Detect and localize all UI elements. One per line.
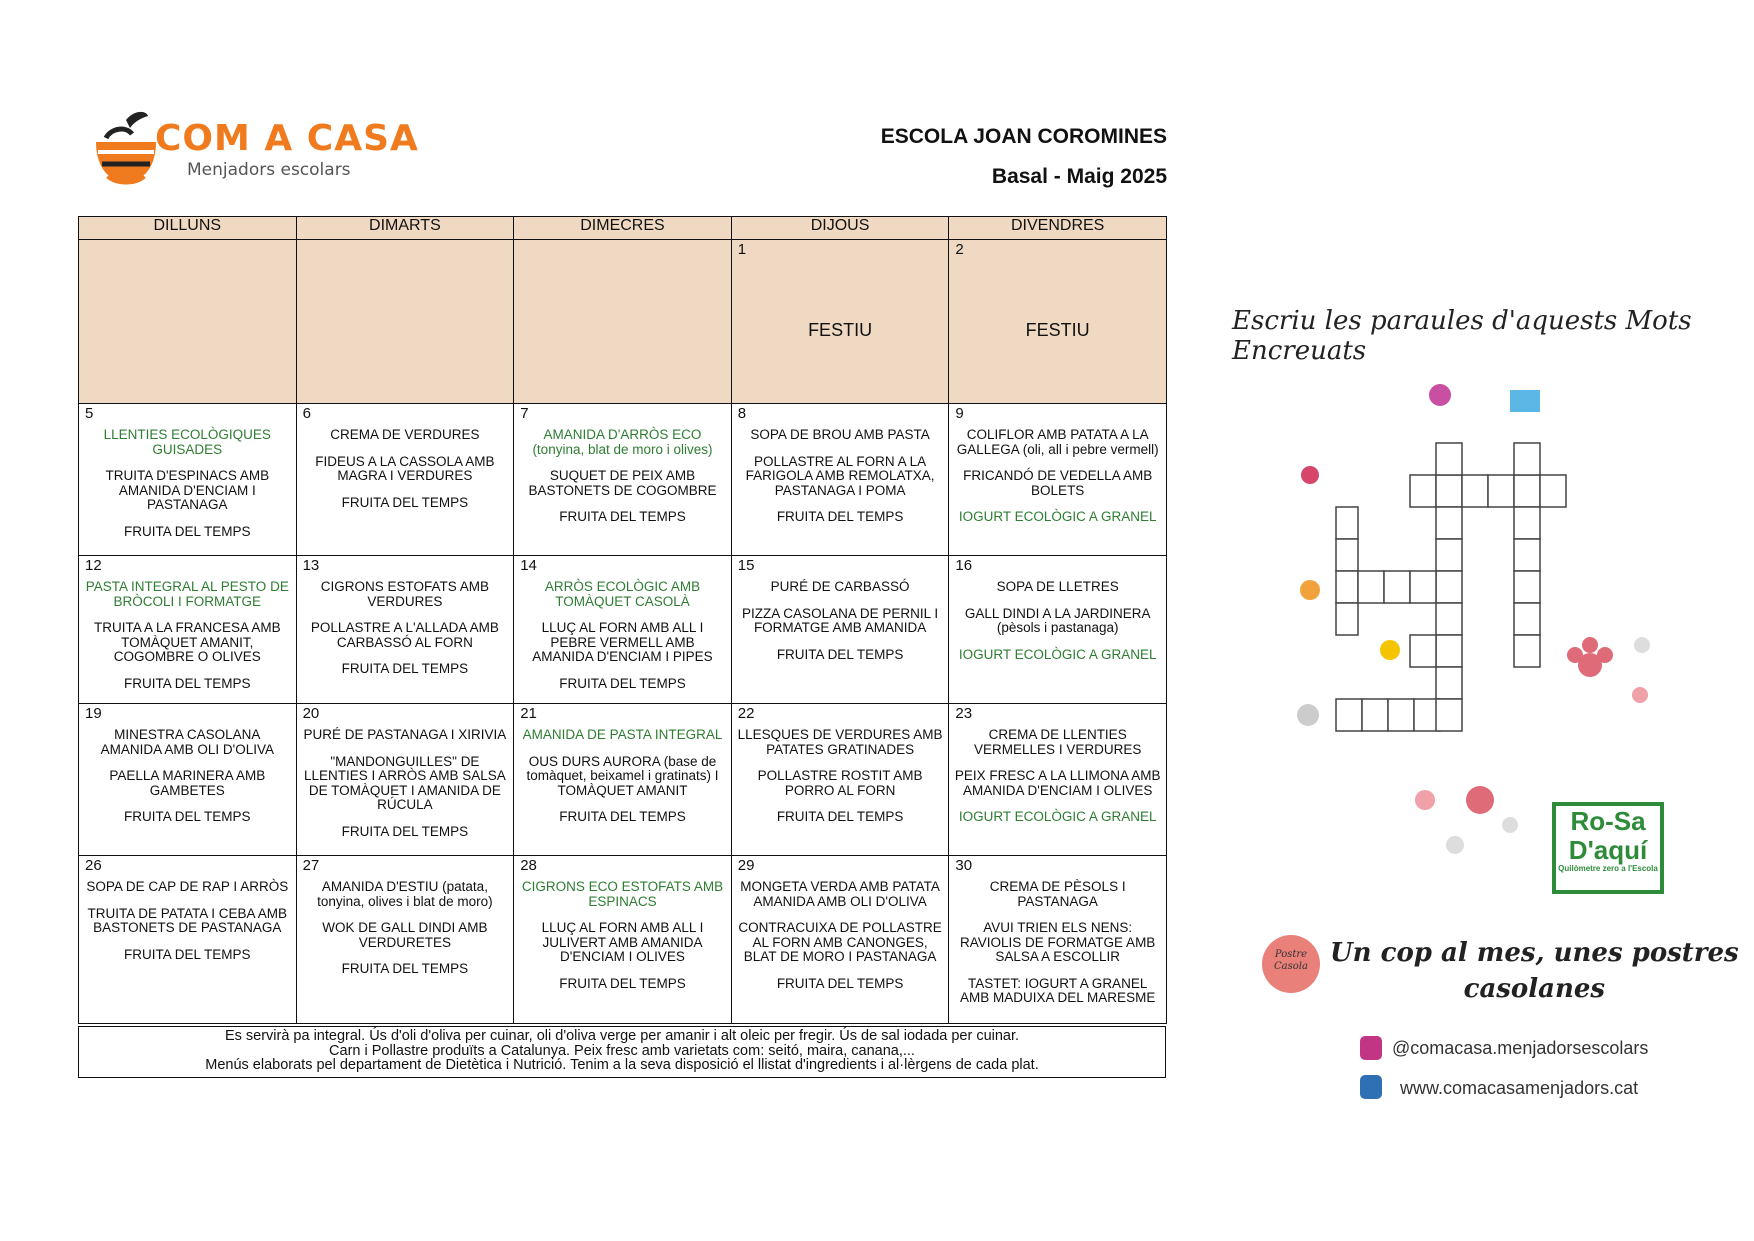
- dish: PURÉ DE PASTANAGA I XIRIVIA: [303, 727, 507, 742]
- dish: TRUITA D'ESPINACS AMB AMANIDA D'ENCIAM I PASTANAGA: [105, 468, 270, 512]
- dish: COLIFLOR AMB PATATA A LA GALLEGA (oli, all i pebre vermell): [956, 427, 1159, 457]
- dish: LLESQUES DE VERDURES AMB PATATES GRATINADES: [737, 727, 943, 757]
- flowers-icon: [1400, 765, 1530, 865]
- dish: "MANDONGUILLES" DE LLENTIES I ARRÒS AMB SALSA DE TOMÀQUET I AMANIDA DE RÚCULA: [303, 753, 506, 812]
- menu-calendar: [78, 216, 1167, 1024]
- dish: FRUITA DEL TEMPS: [341, 823, 469, 839]
- week-row: [79, 556, 1167, 704]
- menu-title: Basal - Maig 2025: [991, 165, 1167, 188]
- day-cell: [296, 556, 514, 704]
- dish: PEIX FRESC A LA LLIMONA AMB AMANIDA D'ENCIAM I OLIVES: [954, 768, 1161, 798]
- day-cell: [514, 856, 732, 1024]
- instagram-handle[interactable]: @comacasa.menjadorsescolars: [1392, 1038, 1649, 1058]
- day-header: DIJOUS: [731, 217, 949, 240]
- eco-dish: CIGRONS ECO ESTOFATS AMB ESPINACS: [521, 879, 724, 909]
- dish: TRUITA DE PATATA I CEBA AMB BASTONETS DE PASTANAGA: [87, 905, 288, 935]
- day-number: 28: [520, 857, 537, 874]
- dish: FRUITA DEL TEMPS: [124, 675, 251, 691]
- day-number: 21: [520, 705, 537, 722]
- dish: AMANIDA D'ESTIU (patata, tonyina, olives i blat de moro): [317, 879, 493, 909]
- dish: PURÉ DE CARBASSÓ: [770, 579, 910, 594]
- flowers-icon: [1560, 625, 1670, 715]
- eco-dish: LLENTIES ECOLÒGIQUES GUISADES: [103, 427, 271, 457]
- dish: LLUÇ AL FORN AMB ALL I PEBRE VERMELL AMB AMANIDA D'ENCIAM I PIPES: [532, 620, 713, 664]
- dish: FRUITA DEL TEMPS: [776, 509, 904, 524]
- day-cell: [731, 404, 949, 556]
- dish: POLLASTRE ROSTIT AMB PORRO AL FORN: [757, 768, 923, 798]
- dish: FRUITA DEL TEMPS: [559, 975, 686, 991]
- day-number: 2: [955, 241, 964, 258]
- day-cell: [949, 704, 1167, 856]
- dish: SOPA DE CAP DE RAP I ARRÒS: [86, 879, 289, 894]
- day-number: 19: [85, 705, 102, 722]
- dish: MONGETA VERDA AMB PATATA AMANIDA AMB OLI D'OLIVA: [740, 879, 940, 909]
- day-cell: [514, 556, 732, 704]
- day-number: 14: [520, 557, 537, 574]
- dish: TASTET: IOGURT A GRANEL AMB MADUIXA DEL MARESME: [960, 975, 1156, 1005]
- dish: CONTRACUIXA DE POLLASTRE AL FORN AMB CANONGES, BLAT DE MORO I PASTANAGA: [738, 920, 942, 964]
- day-cell: [296, 856, 514, 1024]
- day-header: DIMARTS: [296, 217, 514, 240]
- dish: CREMA DE PÈSOLS I PASTANAGA: [989, 879, 1126, 909]
- day-cell: [296, 704, 514, 856]
- day-number: 20: [302, 705, 320, 722]
- dish: FRUITA DEL TEMPS: [124, 523, 251, 539]
- day-number: 8: [737, 405, 747, 422]
- dish: FRUITA DEL TEMPS: [776, 809, 904, 824]
- slogan: Un cop al mes, unes postres casolanes: [1330, 938, 1739, 1004]
- note-line: Es servirà pa integral. Ús d'oli d'oliva per cuinar, oli d'oliva verge per amanir i alt oleic per fregir. Ús de sal iodada per cuinar.: [224, 1028, 1020, 1044]
- day-cell: [79, 556, 297, 704]
- day-cell: [731, 240, 949, 404]
- dish: FRUITA DEL TEMPS: [559, 509, 686, 524]
- note-line: Menús elaborats pel departament de Dietètica i Nutrició. Tenim a la seva disposició el llistat d'ingredients i al·lèrgens de cada plat.: [205, 1057, 1039, 1073]
- dish: WOK DE GALL DINDI AMB VERDURETES: [322, 920, 488, 950]
- dish: PAELLA MARINERA AMB GAMBETES: [109, 768, 266, 798]
- day-cell: [79, 404, 297, 556]
- dish: GALL DINDI A LA JARDINERA (pèsols i pastanaga): [964, 605, 1151, 635]
- eco-dish: IOGURT ECOLÒGIC A GRANEL: [958, 509, 1157, 524]
- day-cell: [79, 240, 297, 404]
- note-line: Carn i Pollastre produïts a Catalunya. Peix fresc amb varietats com: seitó, maira, canana,...: [329, 1042, 915, 1059]
- day-header: DIMECRES: [514, 217, 732, 240]
- eco-dish: ARRÒS ECOLÒGIC AMB TOMÀQUET CASOLÀ: [544, 579, 701, 609]
- website-link[interactable]: www.comacasamenjadors.cat: [1400, 1078, 1639, 1098]
- dish: POLLASTRE AL FORN A LA FARIGOLA AMB REMOLATXA, PASTANAGA I POMA: [745, 453, 935, 498]
- dish: POLLASTRE A L'ALLADA AMB CARBASSÓ AL FORN: [310, 620, 499, 650]
- eco-dish: PASTA INTEGRAL AL PESTO DE BRÒCOLI I FORMATGE: [85, 579, 289, 609]
- dish: CREMA DE LLENTIES VERMELLES I VERDURES: [974, 727, 1142, 757]
- dish: FRUITA DEL TEMPS: [776, 975, 904, 991]
- day-cell: [949, 240, 1167, 404]
- holiday-label: FESTIU: [1025, 320, 1090, 340]
- brand-subtitle: Menjadors escolars: [187, 160, 351, 180]
- dish: MINESTRA CASOLANA AMANIDA AMB OLI D'OLIVA: [100, 727, 274, 757]
- dish: FIDEUS A LA CASSOLA AMB MAGRA I VERDURES: [315, 453, 495, 483]
- crossword-title: Escriu les paraules d'aquests Mots Encreuats: [1232, 306, 1692, 366]
- dish: SOPA DE BROU AMB PASTA: [750, 427, 930, 442]
- dish: LLUÇ AL FORN AMB ALL I JULIVERT AMB AMANIDA D'ENCIAM I OLIVES: [541, 920, 704, 964]
- dish: SOPA DE LLETRES: [996, 579, 1119, 594]
- day-number: 16: [955, 557, 973, 574]
- day-cell: [731, 556, 949, 704]
- rosa-daqui-logo: Ro-Sa D'aquí Quilòmetre zero a l'Escola: [1552, 802, 1664, 894]
- eco-dish: AMANIDA D'ARRÒS ECO (tonyina, blat de moro i olives): [532, 427, 713, 457]
- holiday-label: FESTIU: [808, 320, 873, 340]
- day-cell: [514, 404, 732, 556]
- dish: CIGRONS ESTOFATS AMB VERDURES: [320, 579, 490, 609]
- dish: FRUITA DEL TEMPS: [341, 961, 469, 976]
- day-number: 23: [955, 705, 973, 722]
- day-cell: [731, 704, 949, 856]
- day-header: DILLUNS: [79, 217, 297, 240]
- eco-dish: IOGURT ECOLÒGIC A GRANEL: [958, 809, 1157, 824]
- day-number: 26: [85, 857, 102, 874]
- dish: FRUITA DEL TEMPS: [341, 661, 469, 676]
- dish: FRUITA DEL TEMPS: [559, 675, 686, 691]
- day-cell: [731, 856, 949, 1024]
- day-number: 13: [302, 557, 320, 574]
- day-cell: [79, 704, 297, 856]
- day-number: 6: [302, 405, 311, 422]
- day-number: 7: [520, 405, 529, 422]
- dish: TRUITA A LA FRANCESA AMB TOMÀQUET AMANIT, COGOMBRE O OLIVES: [94, 620, 281, 664]
- day-number: 30: [955, 857, 973, 874]
- day-cell: [296, 404, 514, 556]
- brand-name: COM A CASA: [155, 118, 419, 159]
- day-number: 15: [737, 557, 755, 574]
- day-cell: [949, 404, 1167, 556]
- dish: PIZZA CASOLANA DE PERNIL I FORMATGE AMB AMANIDA: [742, 605, 939, 635]
- day-cell: [949, 556, 1167, 704]
- day-number: 12: [85, 557, 102, 574]
- day-cell: [514, 240, 732, 404]
- eco-dish: IOGURT ECOLÒGIC A GRANEL: [958, 646, 1157, 662]
- dish: SUQUET DE PEIX AMB BASTONETS DE COGOMBRE: [528, 468, 717, 498]
- web-icon: [1360, 1075, 1382, 1099]
- day-cell: [79, 856, 297, 1024]
- day-number: 5: [85, 405, 94, 422]
- dish: FRUITA DEL TEMPS: [124, 946, 251, 962]
- dish: FRUITA DEL TEMPS: [341, 494, 469, 510]
- day-number: 9: [955, 405, 964, 422]
- week-row: [79, 704, 1167, 856]
- day-number: 1: [737, 241, 747, 258]
- week-row: [79, 404, 1167, 556]
- day-cell: [514, 704, 732, 856]
- day-header: DIVENDRES: [949, 217, 1167, 240]
- day-number: 22: [737, 705, 755, 722]
- dish: FRICANDÓ DE VEDELLA AMB BOLETS: [963, 468, 1153, 498]
- day-number: 27: [302, 857, 320, 874]
- day-number: 29: [737, 857, 755, 874]
- school-name: ESCOLA JOAN COROMINES: [880, 125, 1167, 148]
- dish: AVUI TRIEN ELS NENS: RAVIOLIS DE FORMATGE AMB SALSA A ESCOLLIR: [960, 920, 1156, 964]
- dish: CREMA DE VERDURES: [330, 427, 480, 442]
- dish: FRUITA DEL TEMPS: [776, 646, 904, 662]
- week-row: [79, 856, 1167, 1024]
- dish: FRUITA DEL TEMPS: [124, 809, 251, 824]
- menu-notes: [78, 1026, 1166, 1078]
- instagram-icon: [1360, 1036, 1382, 1060]
- postre-casola-badge: Postre Casola: [1262, 935, 1320, 993]
- eco-dish: AMANIDA DE PASTA INTEGRAL: [522, 727, 723, 742]
- dish: OUS DURS AURORA (base de tomàquet, beixamel i gratinats) I TOMÀQUET AMANIT: [526, 753, 719, 798]
- dish: FRUITA DEL TEMPS: [559, 809, 686, 824]
- day-cell: [296, 240, 514, 404]
- day-cell: [949, 856, 1167, 1024]
